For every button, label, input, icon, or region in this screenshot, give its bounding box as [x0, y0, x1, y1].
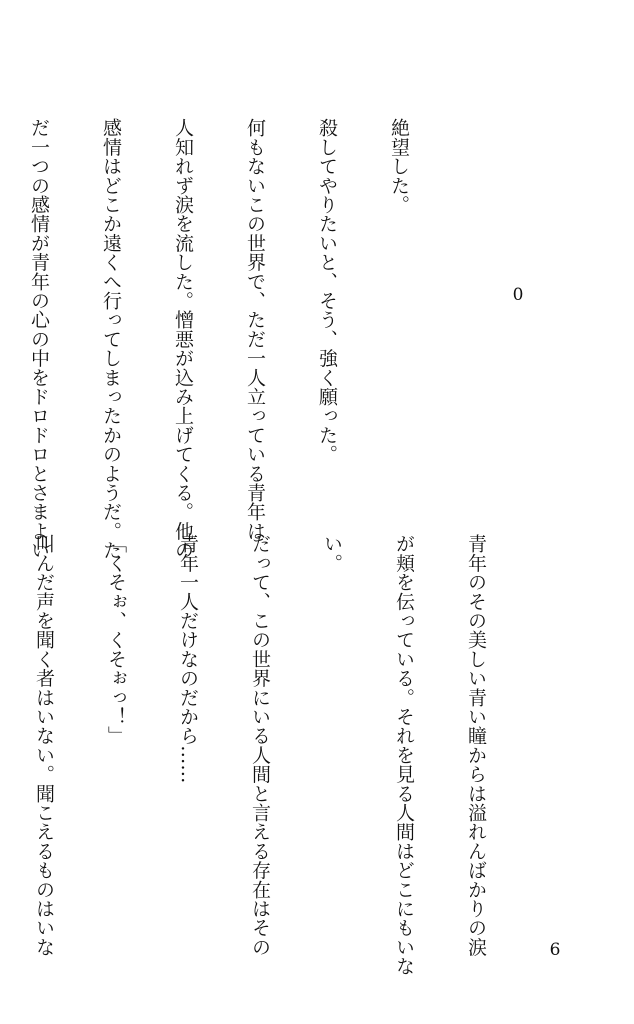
text-line: 人知れず涙を流した。憎悪が込み上げてくる。他の [172, 118, 194, 560]
text-line: 何もないこの世界で、ただ一人立っている青年は [244, 118, 266, 541]
text-line: だって、この世界にいる人間と言える存在はその [249, 534, 271, 957]
text-line: 叫んだ声を聞く者はいない。聞こえるものはいな [33, 534, 55, 957]
chapter-number: 0 [512, 285, 524, 305]
text-line: だ一つの感情が青年の心の中をドロドロとさまよい [28, 118, 50, 560]
text-line: い。 [321, 534, 343, 573]
text-line: が頬を伝っている。それを見る人間はどこにもいな [393, 534, 415, 976]
page-number: 6 [549, 940, 561, 960]
text-line: 絶望した。 [388, 118, 410, 214]
text-line: 殺してやりたいと、そう、強く願った。 [316, 118, 338, 464]
text-line: 感情はどこか遠くへ行ってしまったかのようだ。た [100, 118, 122, 560]
text-line: 青年のその美しい青い瞳からは溢れんばかりの涙 [465, 534, 487, 957]
lower-text-block [0, 534, 536, 976]
upper-text-block [0, 118, 459, 560]
text-line: 「くそぉ、くそぉっ！」 [105, 534, 127, 746]
text-line: 青年一人だけなのだから…… [177, 534, 199, 784]
